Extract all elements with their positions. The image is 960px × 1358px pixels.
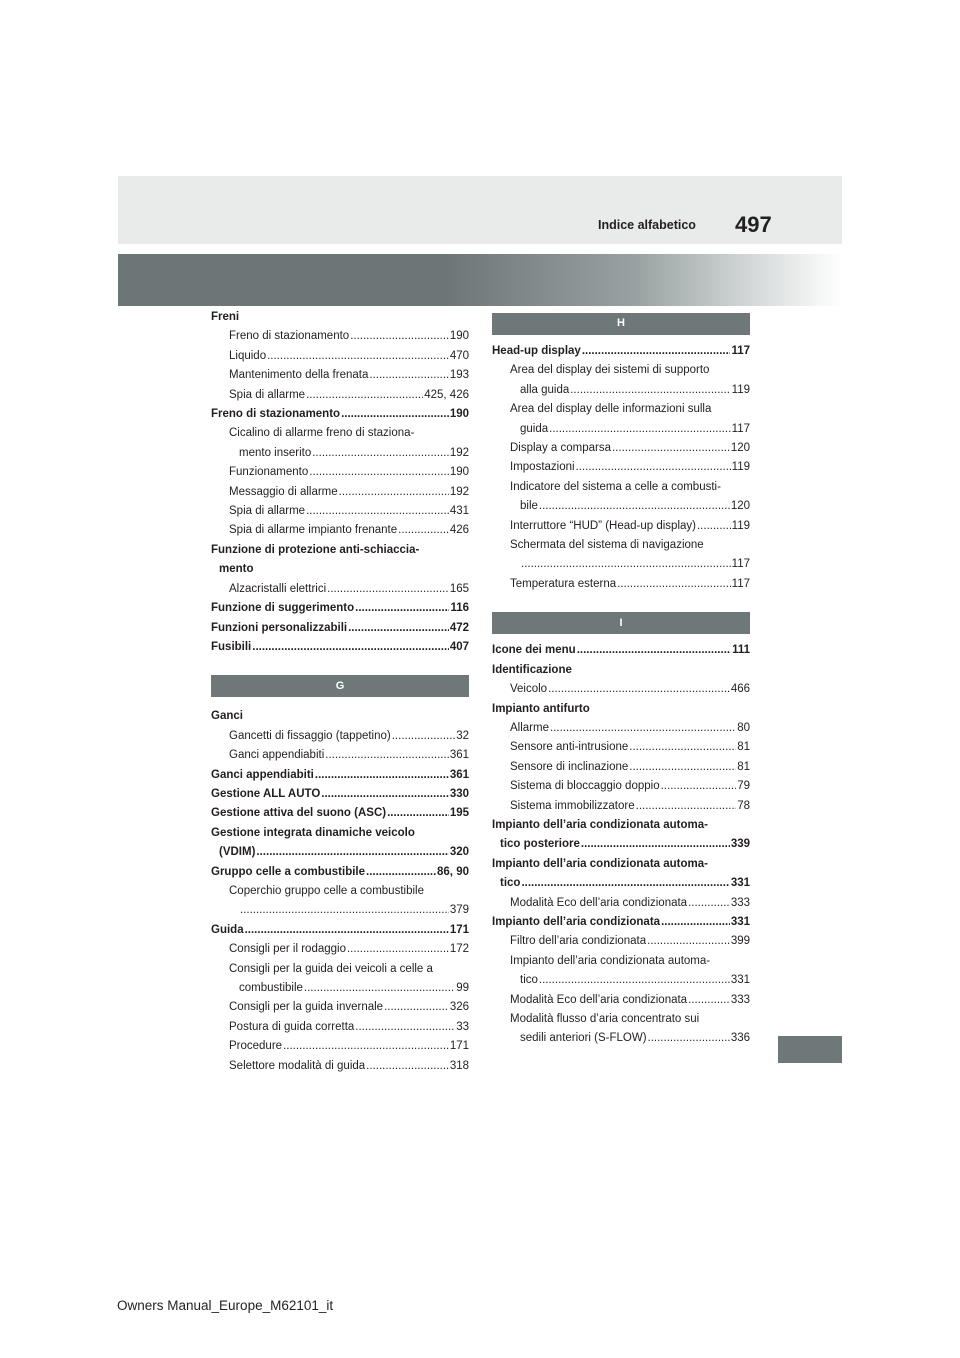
index-entry-heading: Freni bbox=[211, 311, 240, 323]
letter-divider-i: I bbox=[492, 612, 750, 634]
index-subentry-continued: ..... 379 bbox=[211, 901, 469, 920]
index-subentry: Selettore modalità di guida ..... 318 bbox=[211, 1057, 469, 1076]
index-subentry: Spia di allarme impianto frenante ..... 426 bbox=[211, 521, 469, 540]
index-entry: Icone dei menu ..... 111 bbox=[492, 641, 750, 660]
index-subentry: Cicalino di allarme freno di staziona- bbox=[229, 427, 415, 440]
index-entry: Freno di stazionamento ..... 190 bbox=[211, 405, 469, 424]
index-subentry: Funzionamento ..... 190 bbox=[211, 463, 469, 482]
index-subentry: Sensore di inclinazione ..... 81 bbox=[492, 758, 750, 777]
index-subentry: Spia di allarme ..... 425, 426 bbox=[211, 386, 469, 405]
header-gradient-band bbox=[118, 254, 842, 306]
index-subentry: Mantenimento della frenata ..... 193 bbox=[211, 366, 469, 385]
index-subentry-continued: mento inserito ..... 192 bbox=[211, 444, 469, 463]
index-subentry: Sensore anti-intrusione ..... 81 bbox=[492, 738, 750, 757]
index-subentry: Sistema immobilizzatore ..... 78 bbox=[492, 797, 750, 816]
index-subentry: Temperatura esterna ..... 117 bbox=[492, 575, 750, 594]
index-column-left bbox=[211, 308, 469, 1076]
index-entry-heading: Identificazione bbox=[492, 663, 572, 676]
index-subentry: Consigli per la guida invernale ..... 326 bbox=[211, 998, 469, 1017]
index-subentry: Procedure ..... 171 bbox=[211, 1037, 469, 1056]
index-entry: Gestione ALL AUTO ..... 330 bbox=[211, 785, 469, 804]
index-entry: Gruppo celle a combustibile ..... 86, 90 bbox=[211, 863, 469, 882]
index-entry-heading: Ganci bbox=[211, 710, 243, 723]
index-subentry: Allarme ..... 80 bbox=[492, 719, 750, 738]
index-entry-heading: Impianto dell’aria condizionata automa- bbox=[492, 857, 708, 870]
index-subentry: Area del display delle informazioni sulla bbox=[510, 403, 712, 416]
index-entry: Fusibili ..... 407 bbox=[211, 638, 469, 657]
index-subentry-continued: sedili anteriori (S-FLOW) ..... 336 bbox=[492, 1029, 750, 1048]
letter-divider-g: G bbox=[211, 675, 469, 697]
index-entry-heading: Gestione integrata dinamiche veicolo bbox=[211, 826, 415, 839]
index-entry-heading-continued: mento bbox=[219, 563, 254, 576]
index-subentry: Impianto dell’aria condizionata automa- bbox=[510, 954, 711, 967]
index-subentry: Modalità Eco dell’aria condizionata ..... 333 bbox=[492, 894, 750, 913]
index-subentry: Schermata del sistema di navigazione bbox=[510, 539, 704, 552]
index-subentry: Filtro dell’aria condizionata ..... 399 bbox=[492, 932, 750, 951]
index-subentry-continued: alla guida ..... 119 bbox=[492, 381, 750, 400]
index-entry-continued: tico ..... 331 bbox=[492, 874, 750, 893]
index-subentry: Modalità flusso d’aria concentrato sui bbox=[510, 1013, 700, 1025]
index-entry: Ganci appendiabiti ..... 361 bbox=[211, 766, 469, 785]
section-title: Indice alfabetico bbox=[598, 218, 696, 232]
letter-divider-h: H bbox=[492, 313, 750, 335]
index-subentry-continued: tico ..... 331 bbox=[492, 971, 750, 990]
index-subentry: Sistema di bloccaggio doppio ..... 79 bbox=[492, 777, 750, 796]
index-entry: Gestione attiva del suono (ASC) ..... 195 bbox=[211, 804, 469, 823]
index-entry: Guida ..... 171 bbox=[211, 921, 469, 940]
index-entry: Head-up display ..... 117 bbox=[492, 342, 750, 361]
index-subentry: Alzacristalli elettrici ..... 165 bbox=[211, 580, 469, 599]
index-subentry: Modalità Eco dell’aria condizionata ..... 333 bbox=[492, 991, 750, 1010]
index-subentry: Consigli per la guida dei veicoli a celle a bbox=[229, 962, 433, 975]
index-subentry-continued: bile ..... 120 bbox=[492, 497, 750, 516]
index-entry-heading: Impianto dell’aria condizionata automa- bbox=[492, 818, 708, 831]
index-entry: Funzioni personalizzabili ..... 472 bbox=[211, 619, 469, 638]
index-subentry: Gancetti di fissaggio (tappetino) ..... 32 bbox=[211, 727, 469, 746]
index-subentry: Consigli per il rodaggio ..... 172 bbox=[211, 940, 469, 959]
index-subentry: Spia di allarme ..... 431 bbox=[211, 502, 469, 521]
index-subentry-continued: combustibile ..... 99 bbox=[211, 979, 469, 998]
index-subentry: Display a comparsa ..... 120 bbox=[492, 439, 750, 458]
index-subentry: Impostazioni ..... 119 bbox=[492, 458, 750, 477]
index-subentry: Interruttore “HUD” (Head-up display) ..... 119 bbox=[492, 517, 750, 536]
index-entry: Funzione di suggerimento ..... 116 bbox=[211, 599, 469, 618]
index-subentry: Ganci appendiabiti ..... 361 bbox=[211, 746, 469, 765]
header-band bbox=[118, 176, 842, 244]
index-entry: Impianto dell’aria condizionata ..... 331 bbox=[492, 913, 750, 932]
index-subentry: Indicatore del sistema a celle a combusti- bbox=[510, 480, 721, 493]
index-subentry: Messaggio di allarme ..... 192 bbox=[211, 483, 469, 502]
chapter-side-tab bbox=[778, 1036, 842, 1063]
index-subentry: Postura di guida corretta ..... 33 bbox=[211, 1018, 469, 1037]
index-entry-continued: tico posteriore ..... 339 bbox=[492, 835, 750, 854]
index-subentry: Coperchio gruppo celle a combustibile bbox=[229, 884, 424, 897]
page-number: 497 bbox=[735, 212, 772, 237]
index-subentry: Liquido ..... 470 bbox=[211, 347, 469, 366]
index-subentry: Freno di stazionamento ..... 190 bbox=[211, 327, 469, 346]
index-column-right bbox=[492, 313, 750, 1049]
index-subentry-continued: guida ..... 117 bbox=[492, 420, 750, 439]
index-subentry: Area del display dei sistemi di supporto bbox=[510, 364, 710, 377]
index-subentry-continued: ..... 117 bbox=[492, 555, 750, 574]
index-entry-heading: Funzione di protezione anti-schiaccia- bbox=[211, 543, 420, 556]
index-subentry: Veicolo ..... 466 bbox=[492, 680, 750, 699]
page-footer: Owners Manual_Europe_M62101_it bbox=[117, 1298, 334, 1313]
index-entry-continued: (VDIM) ..... 320 bbox=[211, 843, 469, 862]
index-entry-heading: Impianto antifurto bbox=[492, 702, 590, 715]
